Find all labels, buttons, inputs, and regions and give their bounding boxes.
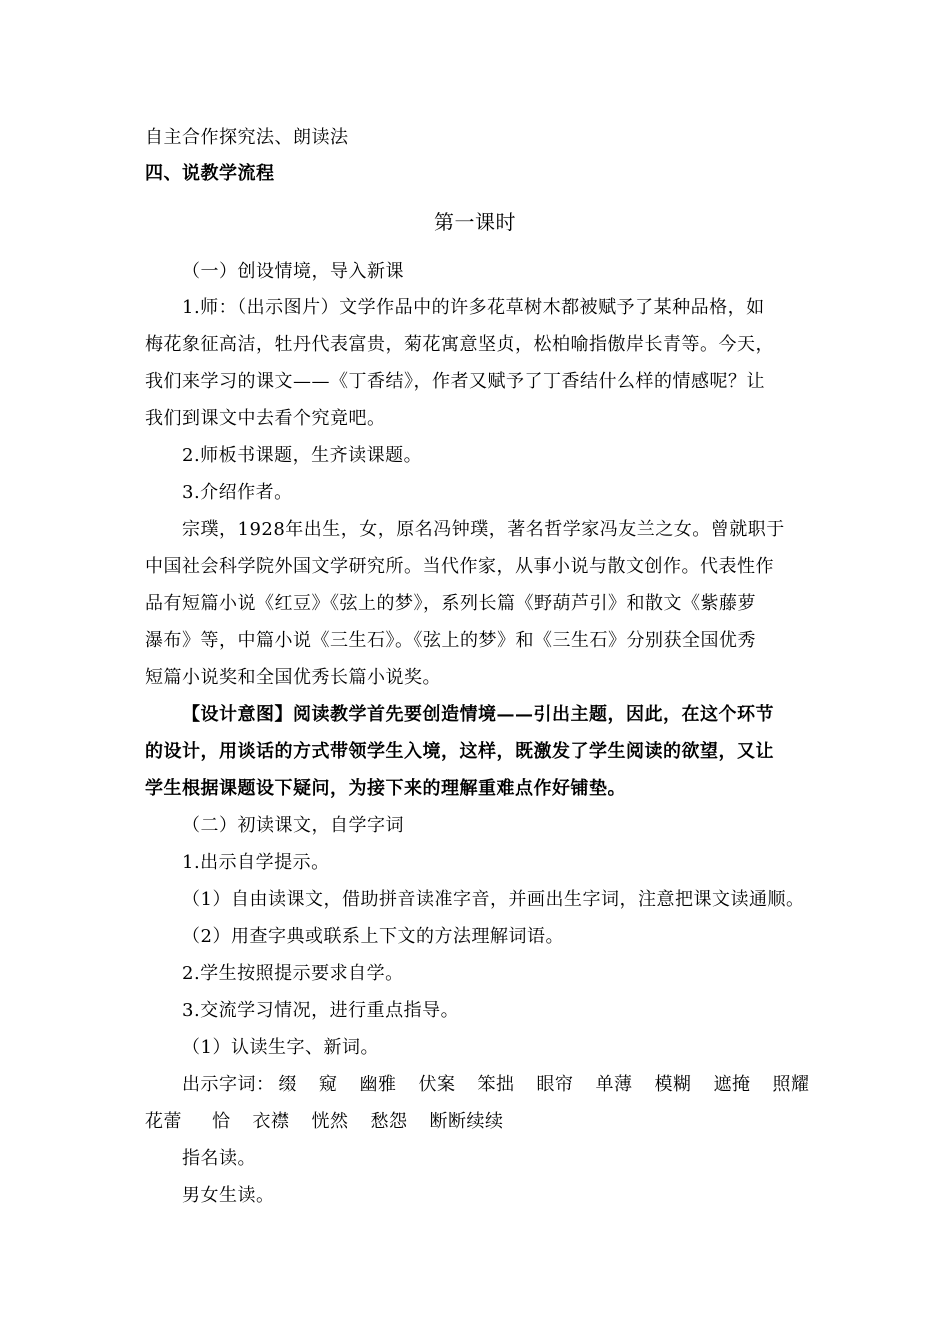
subsection-heading-1: （一）创设情境，导入新课: [182, 261, 404, 282]
section-heading: 四、说教学流程: [145, 163, 275, 184]
design-intent-line: 【设计意图】阅读教学首先要创造情境——引出主题，因此，在这个环节: [182, 704, 774, 725]
vocabulary-line-1: [182, 1073, 810, 1097]
paragraph-line: （1）自由读课文，借助拼音读准字音，并画出生字词，注意把课文读通顺。: [182, 889, 805, 910]
vocab-word: 照耀: [772, 1074, 810, 1095]
design-intent-line: 的设计，用谈话的方式带领学生入境，这样，既激发了学生阅读的欲望，又让: [145, 741, 774, 762]
vocab-word: 单薄: [595, 1074, 633, 1095]
paragraph-line: 男女生读。: [182, 1185, 275, 1206]
teaching-methods-line: 自主合作探究法、朗读法: [145, 127, 349, 148]
paragraph-line: 短篇小说奖和全国优秀长篇小说奖。: [145, 667, 441, 688]
vocab-word: 恍然: [311, 1111, 349, 1132]
paragraph-line: 指名读。: [182, 1148, 256, 1169]
vocab-word: 眼帘: [536, 1074, 574, 1095]
vocab-word: 幽雅: [359, 1074, 397, 1095]
design-intent-line: 学生根据课题设下疑问，为接下来的理解重难点作好铺垫。: [145, 778, 626, 799]
vocab-word: 恰: [212, 1111, 231, 1132]
vocab-word: 花蕾: [145, 1111, 182, 1132]
paragraph-line: 2.师板书课题，生齐读课题。: [182, 445, 423, 466]
vocab-word: 愁怨: [370, 1111, 408, 1132]
vocab-word: 窥: [319, 1074, 338, 1095]
vocabulary-line-2: [145, 1110, 504, 1134]
vocab-word: 遮掩: [713, 1074, 751, 1095]
vocab-word: 断断续续: [429, 1111, 504, 1132]
subsection-heading-2: （二）初读课文，自学字词: [182, 815, 404, 836]
lesson-title: 第一课时: [434, 210, 516, 234]
paragraph-line: （2）用查字典或联系上下文的方法理解词语。: [182, 926, 564, 947]
paragraph-line: 梅花象征高洁，牡丹代表富贵，菊花寓意坚贞，松柏喻指傲岸长青等。今天，: [145, 334, 774, 355]
paragraph-line: 中国社会科学院外国文学研究所。当代作家，从事小说与散文创作。代表性作: [145, 556, 774, 577]
vocab-label: 出示字词：: [182, 1074, 275, 1095]
paragraph-line: 宗璞，1928年出生，女，原名冯钟璞，著名哲学家冯友兰之女。曾就职于: [182, 519, 785, 540]
vocab-word: 笨拙: [477, 1074, 515, 1095]
paragraph-line: （1）认读生字、新词。: [182, 1037, 379, 1058]
paragraph-line: 瀑布》等，中篇小说《三生石》。《弦上的梦》和《三生石》分别获全国优秀: [145, 630, 756, 651]
paragraph-line: 品有短篇小说《红豆》《弦上的梦》，系列长篇《野葫芦引》和散文《紫藤萝: [145, 593, 756, 614]
paragraph-line: 我们到课文中去看个究竟吧。: [145, 408, 386, 429]
vocab-word: 伏案: [418, 1074, 456, 1095]
vocab-word: 模糊: [654, 1074, 692, 1095]
vocab-word: 衣襟: [252, 1111, 290, 1132]
paragraph-line: 1.师：（出示图片）文学作品中的许多花草树木都被赋予了某种品格，如: [182, 297, 765, 318]
paragraph-line: 1.出示自学提示。: [182, 852, 330, 873]
paragraph-line: 3.交流学习情况，进行重点指导。: [182, 1000, 460, 1021]
vocab-word: 缀: [278, 1074, 297, 1095]
paragraph-line: 2.学生按照提示要求自学。: [182, 963, 404, 984]
paragraph-line: 3.介绍作者。: [182, 482, 293, 503]
paragraph-line: 我们来学习的课文——《丁香结》，作者又赋予了丁香结什么样的情感呢？让: [145, 371, 765, 392]
